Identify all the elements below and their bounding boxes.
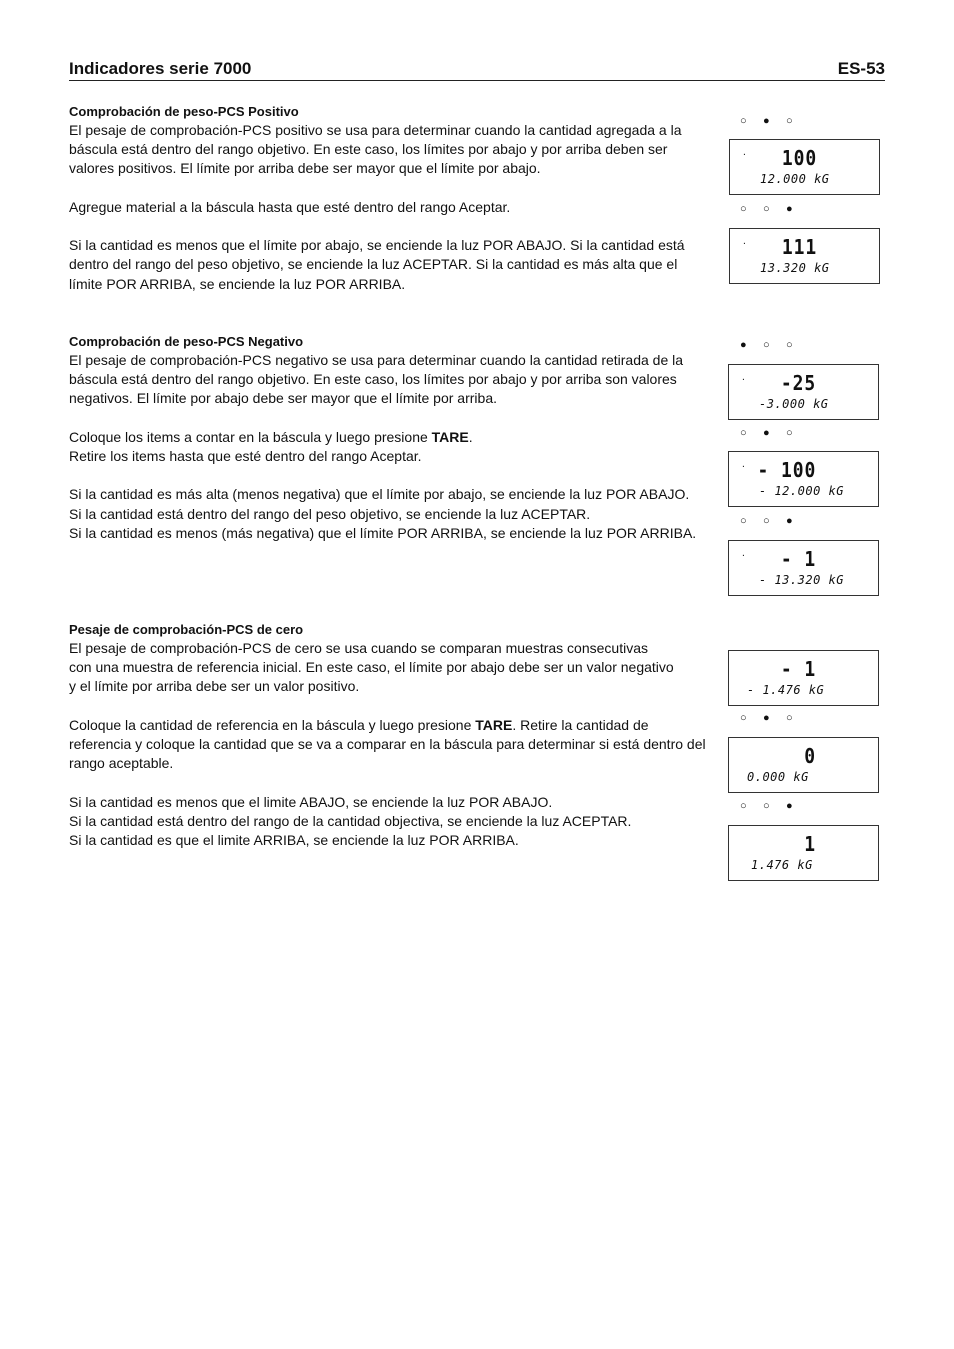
indicator-dot: · xyxy=(741,462,746,471)
section-heading: Comprobación de peso-PCS Negativo xyxy=(69,334,304,349)
light-accept: ○ xyxy=(763,203,770,215)
light-under: ○ xyxy=(740,203,747,215)
lcd-display xyxy=(729,139,880,195)
section-heading: Comprobación de peso-PCS Positivo xyxy=(69,104,299,119)
display-weight: - 13.320 kG xyxy=(759,573,844,587)
lcd-display xyxy=(728,540,879,596)
paragraph: Coloque los items a contar en la báscula y luego presione TARE. Retire los items hasta que esté dentro del rango Aceptar. xyxy=(69,428,473,464)
light-accept: ○ xyxy=(763,800,770,812)
light-under: ● xyxy=(740,339,747,351)
display-weight: 0.000 kG xyxy=(747,770,809,784)
display-count: 111 xyxy=(781,235,817,259)
light-accept: ● xyxy=(763,427,770,439)
indicator-lights xyxy=(740,339,809,351)
section-negative xyxy=(69,332,709,543)
light-over: ● xyxy=(786,515,793,527)
paragraph: El pesaje de comprobación-PCS positivo se usa para determinar cuando la cantidad agregada a la báscula está dentro del rango objetivo. En este caso, los límites por abajo y por arriba deben ser valores positivos. El límite por arriba debe ser mayor que el límite por abajo. xyxy=(69,122,682,177)
light-over: ● xyxy=(786,800,793,812)
display-count: 0 xyxy=(804,744,816,768)
indicator-dot: · xyxy=(742,150,747,159)
display-count: - 1 xyxy=(780,547,816,571)
light-over: ○ xyxy=(786,712,793,724)
lcd-display xyxy=(728,737,879,793)
display-weight: 12.000 kG xyxy=(760,172,830,186)
display-weight: - 1.476 kG xyxy=(747,683,825,697)
light-under: ○ xyxy=(740,800,747,812)
light-accept: ● xyxy=(763,712,770,724)
paragraph: Agregue material a la báscula hasta que esté dentro del rango Aceptar. xyxy=(69,198,511,215)
lcd-display xyxy=(729,228,880,284)
lcd-display xyxy=(728,364,879,420)
paragraph: Si la cantidad es menos que el límite por abajo, se enciende la luz POR ABAJO. Si la cantidad está dentro del rango del peso objetivo, se enciende la luz ACEPTAR. Si la cantidad es más alta que el límite POR ARRIBA, se enciende la luz POR ARRIBA. xyxy=(69,237,685,292)
display-weight: - 12.000 kG xyxy=(759,484,844,498)
paragraph: El pesaje de comprobación-PCS de cero se usa cuando se comparan muestras consecutivas con una muestra de referencia inicial. En este caso, el límite por abajo debe ser un valor negativo y el límite por arriba debe ser un valor positivo. xyxy=(69,640,674,695)
light-under: ○ xyxy=(740,515,747,527)
indicator-dot: · xyxy=(742,239,747,248)
paragraph: Si la cantidad es menos que el limite ABAJO, se enciende la luz POR ABAJO. Si la cantidad está dentro del rango de la cantidad objectiva, se enciende la luz ACEPTAR. Si la cantidad es que el limite ARRIBA, se enciende la luz POR ARRIBA. xyxy=(69,793,632,848)
indicator-lights xyxy=(740,115,809,127)
page-number: ES-53 xyxy=(837,59,885,78)
display-count: 1 xyxy=(804,832,816,856)
section-zero xyxy=(69,620,709,850)
tare-key-label: TARE xyxy=(475,716,513,733)
indicator-lights xyxy=(740,712,809,724)
light-over: ○ xyxy=(786,339,793,351)
light-accept: ○ xyxy=(763,339,770,351)
lcd-display xyxy=(728,825,879,881)
light-over: ● xyxy=(786,203,793,215)
lcd-display xyxy=(728,650,879,706)
indicator-lights xyxy=(740,427,809,439)
indicator-dot: · xyxy=(741,551,746,560)
display-weight: -3.000 kG xyxy=(759,397,829,411)
paragraph: Si la cantidad es más alta (menos negativa) que el límite por abajo, se enciende la luz POR ABAJO. Si la cantidad está dentro del rango del peso objetivo, se enciende la luz ACEPTAR. Si la cantidad es menos (más negativa) que el límite POR ARRIBA, se enciende la luz POR ARRIBA. xyxy=(69,486,697,541)
light-under: ○ xyxy=(740,115,747,127)
light-accept: ● xyxy=(763,115,770,127)
paragraph: Coloque la cantidad de referencia en la báscula y luego presione TARE. Retire la cantidad de referencia y coloque la cantidad que se va a comparar en la báscula para determinar si está dentro del rango aceptable. xyxy=(69,716,706,772)
indicator-dot: · xyxy=(741,375,746,384)
light-under: ○ xyxy=(740,427,747,439)
section-positive xyxy=(69,102,709,294)
indicator-lights xyxy=(740,800,809,812)
tare-key-label: TARE xyxy=(431,428,469,445)
section-heading: Pesaje de comprobación-PCS de cero xyxy=(69,622,304,637)
light-over: ○ xyxy=(786,427,793,439)
display-count: -25 xyxy=(780,371,816,395)
light-accept: ○ xyxy=(763,515,770,527)
page-header xyxy=(69,58,885,81)
indicator-lights xyxy=(740,515,809,527)
light-under: ○ xyxy=(740,712,747,724)
display-weight: 1.476 kG xyxy=(751,858,813,872)
display-count: - 1 xyxy=(780,657,816,681)
display-count: 100 xyxy=(781,146,817,170)
paragraph: El pesaje de comprobación-PCS negativo se usa para determinar cuando la cantidad retirada de la báscula está dentro del rango objetivo. En este caso, los límites por abajo y por arriba son valores negativos. El límite por abajo debe ser mayor que el límite por arriba. xyxy=(69,352,684,407)
light-over: ○ xyxy=(786,115,793,127)
display-count: - 100 xyxy=(757,458,816,482)
page-title: Indicadores serie 7000 xyxy=(69,59,252,78)
lcd-display xyxy=(728,451,879,507)
indicator-lights xyxy=(740,203,809,215)
display-weight: 13.320 kG xyxy=(760,261,830,275)
